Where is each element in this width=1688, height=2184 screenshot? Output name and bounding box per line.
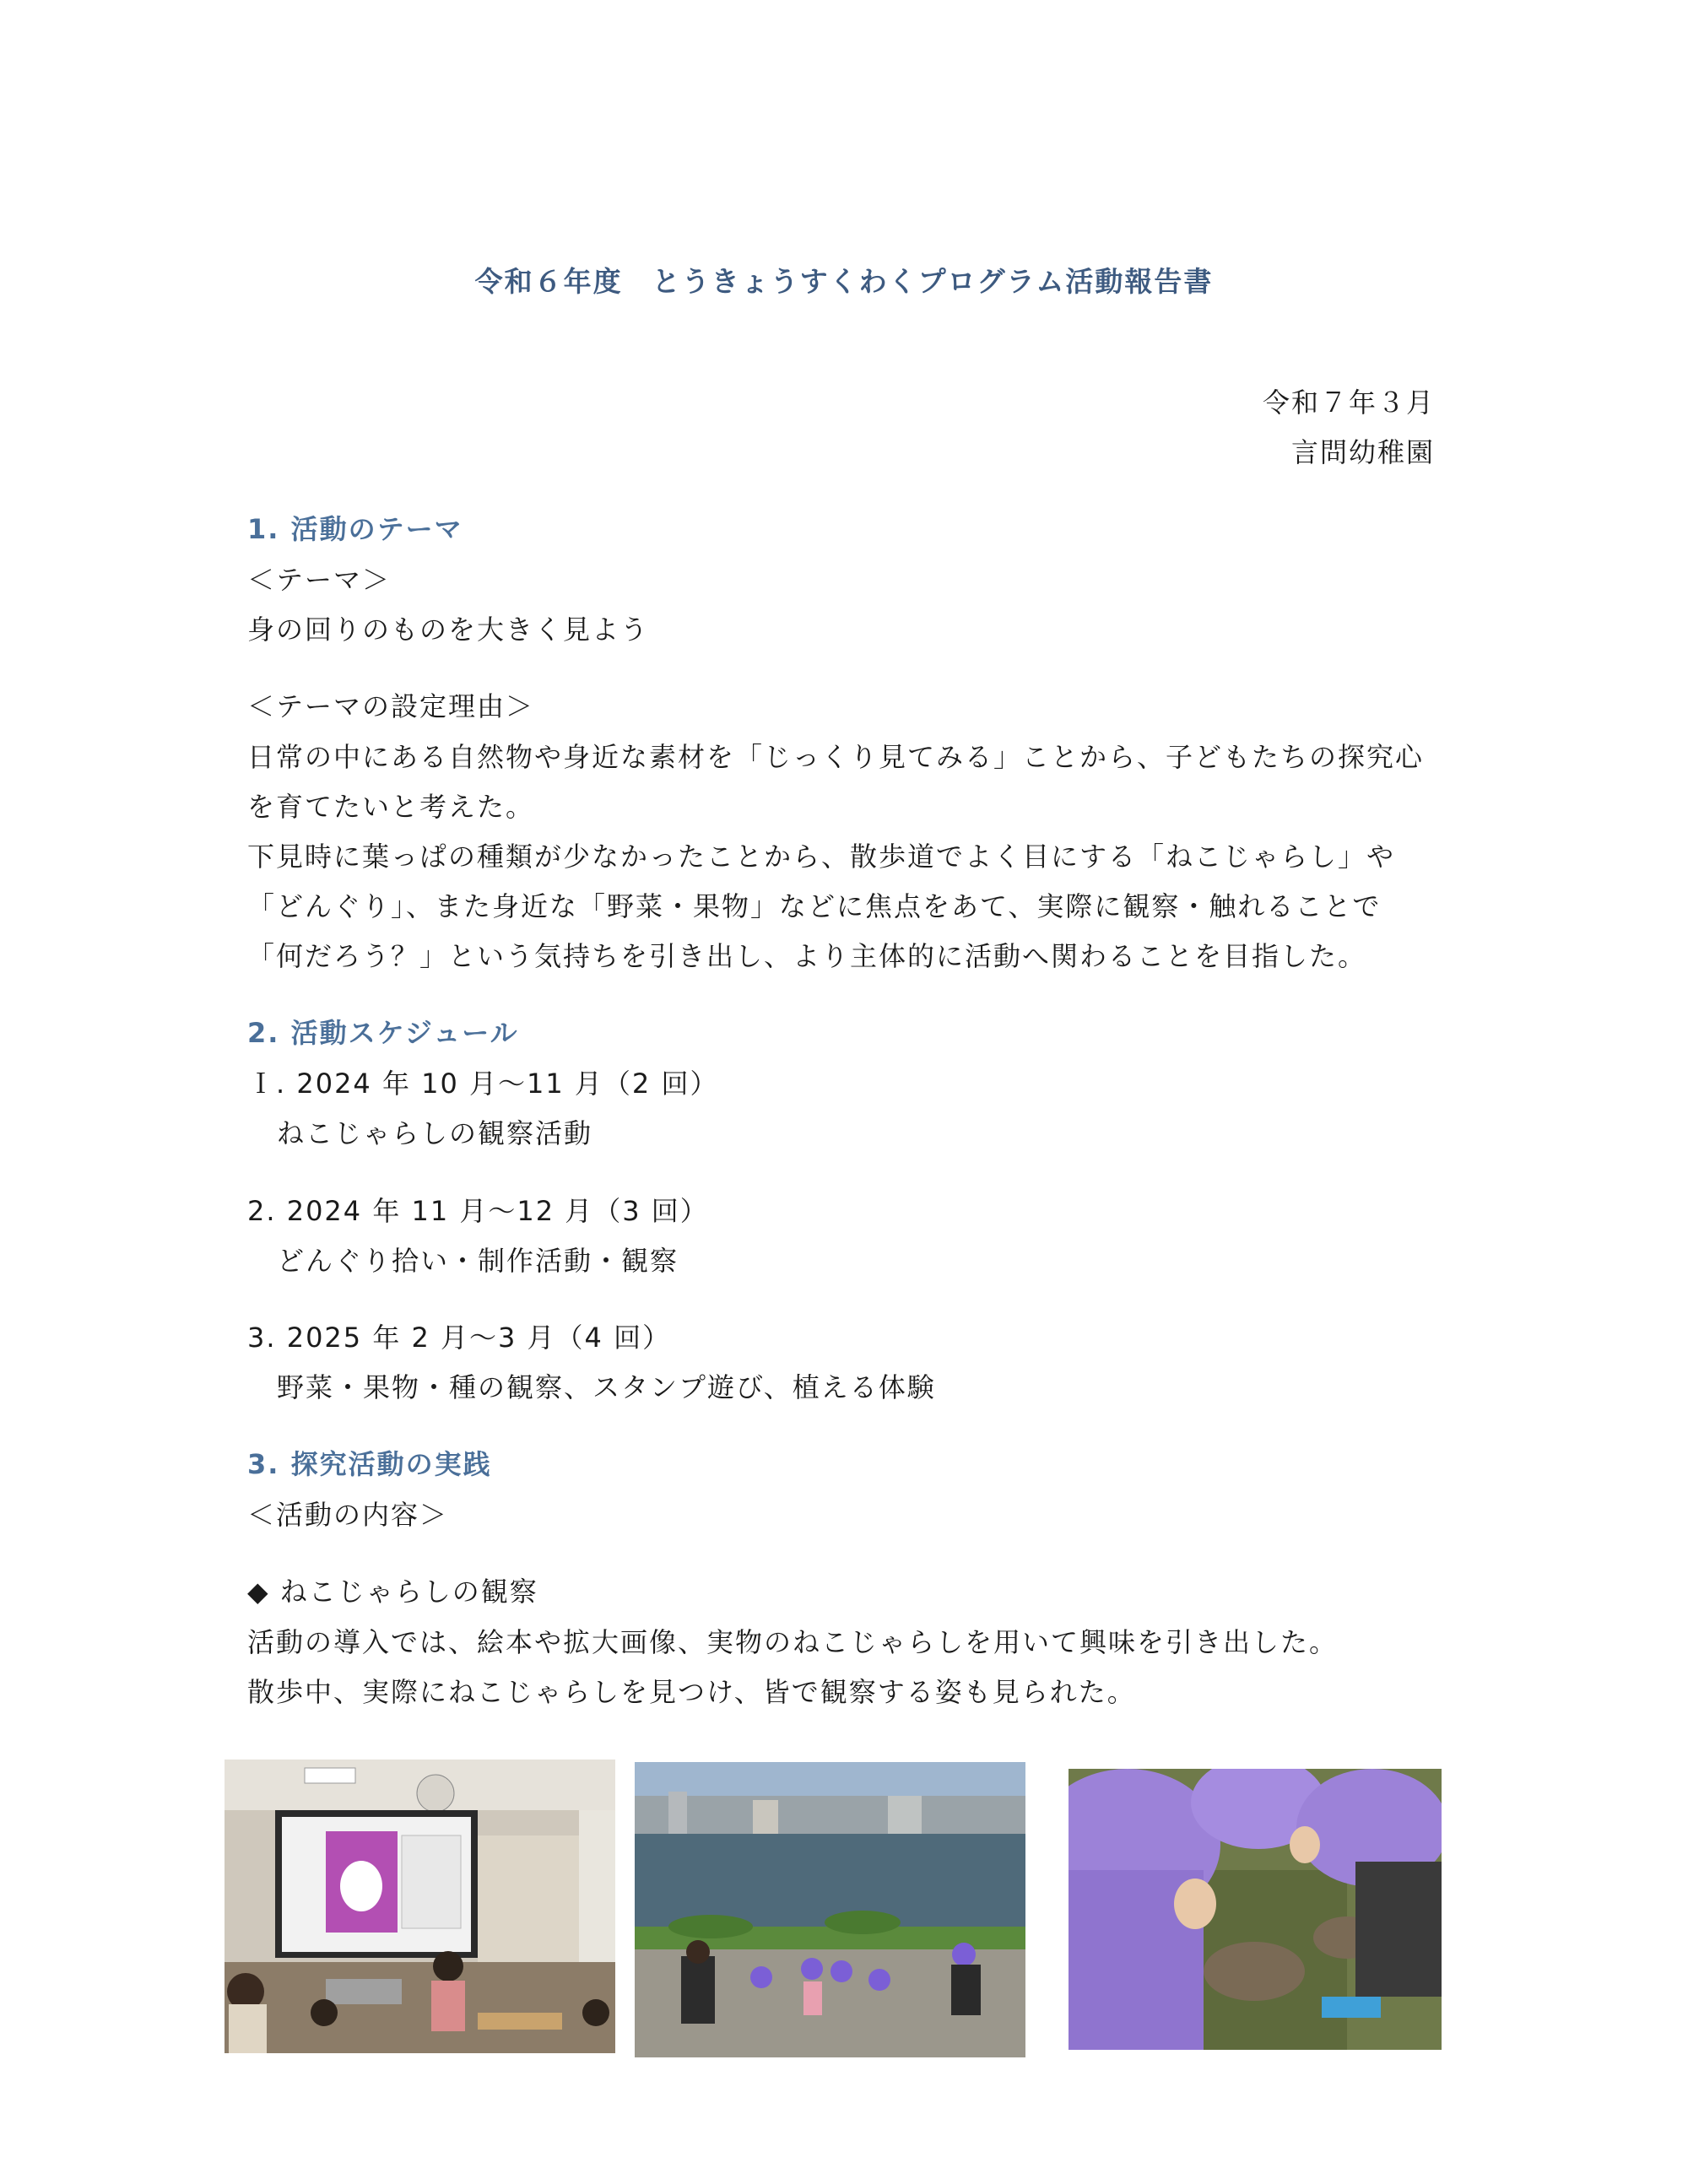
content-label: ＜活動の内容＞ xyxy=(247,1499,449,1531)
schedule-when: Ｉ. 2024 年 10 月～11 月（2 回） xyxy=(247,1068,719,1100)
section1-heading: 1. 活動のテーマ xyxy=(247,513,463,545)
schedule-when: 2. 2024 年 11 月～12 月（3 回） xyxy=(247,1195,709,1227)
content-line: 散歩中、実際にねこじゃらしを見つけ、皆で観察する姿も見られた。 xyxy=(247,1676,1136,1708)
reason-line: 日常の中にある自然物や身近な素材を「じっくり見てみる」ことから、子どもたちの探究心 xyxy=(247,741,1425,773)
report-date: 令和７年３月 xyxy=(1262,387,1435,419)
reason-line: を育てたいと考えた。 xyxy=(247,791,535,823)
schedule-what: ねこじゃらしの観察活動 xyxy=(277,1117,593,1149)
schedule-when: 3. 2025 年 2 月～3 月（4 回） xyxy=(247,1322,672,1354)
theme-label: ＜テーマ＞ xyxy=(247,564,392,596)
observation-photo xyxy=(1069,1769,1442,2050)
reason-line: 「何だろう？」という気持ちを引き出し、より主体的に活動へ関わることを目指した。 xyxy=(247,940,1367,972)
reason-line: 「どんぐり」、また身近な「野菜・果物」などに焦点をあて、実際に観察・触れることで xyxy=(247,890,1382,922)
river-walk-photo xyxy=(635,1762,1025,2057)
sub-heading: ◆ ねこじゃらしの観察 xyxy=(247,1576,538,1608)
classroom-photo xyxy=(225,1760,615,2053)
section3-heading: 3. 探究活動の実践 xyxy=(247,1448,492,1480)
reason-line: 下見時に葉っぱの種類が少なかったことから、散歩道でよく目にする「ねこじゃらし」や xyxy=(247,841,1396,873)
reason-label: ＜テーマの設定理由＞ xyxy=(247,690,535,722)
section2-heading: 2. 活動スケジュール xyxy=(247,1017,519,1049)
document-title: 令和６年度 とうきょうすくわくプログラム活動報告書 xyxy=(474,265,1214,298)
content-line: 活動の導入では、絵本や拡大画像、実物のねこじゃらしを用いて興味を引き出した。 xyxy=(247,1626,1339,1658)
organization-name: 言問幼稚園 xyxy=(1290,436,1435,468)
schedule-what: どんぐり拾い・制作活動・観察 xyxy=(277,1245,679,1277)
schedule-what: 野菜・果物・種の観察、スタンプ遊び、植える体験 xyxy=(277,1371,936,1403)
theme-text: 身の回りのものを大きく見よう xyxy=(247,614,650,646)
